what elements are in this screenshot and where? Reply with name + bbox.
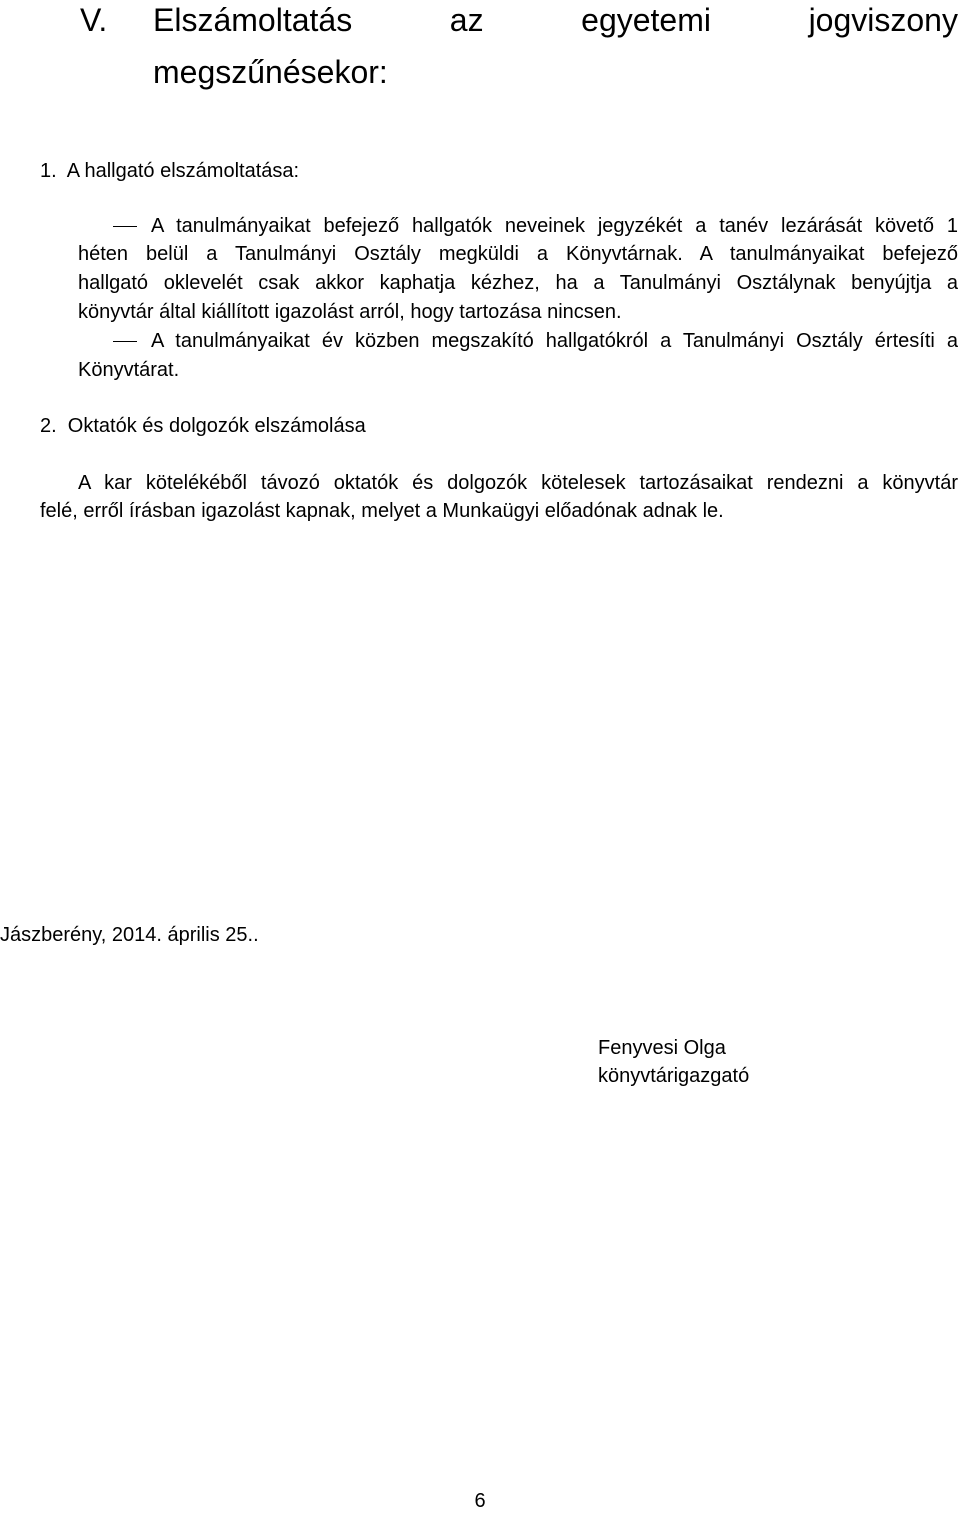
page-number: 6 bbox=[474, 1490, 486, 1512]
section-2-paragraph-line: A kar kötelékéből távozó oktatók és dolgozók kötelesek tartozásaikat rendezni a könyvtár bbox=[78, 472, 958, 494]
bullet-1-line: könyvtár által kiállított igazolást arról, hogy tartozása nincsen. bbox=[78, 301, 622, 323]
bullet-1-line: héten belül a Tanulmányi Osztály megküldi a Könyvtárnak. A tanulmányaikat befejező bbox=[78, 243, 958, 265]
bullet-dash bbox=[113, 341, 137, 342]
section-1-title: 1. A hallgató elszámoltatása: bbox=[40, 160, 300, 182]
bullet-2-line: A tanulmányaikat év közben megszakító hallgatókról a Tanulmányi Osztály értesíti a bbox=[151, 330, 958, 352]
place-date: Jászberény, 2014. április 25.. bbox=[0, 924, 259, 946]
bullet-1-line: hallgató oklevelét csak akkor kaphatja kézhez, ha a Tanulmányi Osztálynak benyújtja a bbox=[78, 272, 958, 294]
chapter-title-word: Elszámoltatás bbox=[153, 2, 353, 38]
chapter-title-line-2: megszűnésekor: bbox=[153, 54, 388, 90]
chapter-title-line-1 bbox=[153, 0, 958, 40]
chapter-title-word: az bbox=[449, 2, 484, 38]
bullet-dash bbox=[113, 226, 137, 227]
section-2-title: 2. Oktatók és dolgozók elszámolása bbox=[40, 415, 366, 437]
signatory-role: könyvtárigazgató bbox=[598, 1065, 750, 1087]
section-2-paragraph-line: felé, erről írásban igazolást kapnak, melyet a Munkaügyi előadónak adnak le. bbox=[40, 500, 724, 522]
chapter-title-word: jogviszony bbox=[808, 2, 958, 38]
chapter-number: V. bbox=[80, 2, 108, 38]
bullet-2-line: Könyvtárat. bbox=[78, 359, 180, 381]
bullet-1-line: A tanulmányaikat befejező hallgatók neveinek jegyzékét a tanév lezárását követő 1 bbox=[151, 215, 958, 237]
chapter-title-word: egyetemi bbox=[581, 2, 711, 38]
signatory-name: Fenyvesi Olga bbox=[598, 1037, 726, 1059]
